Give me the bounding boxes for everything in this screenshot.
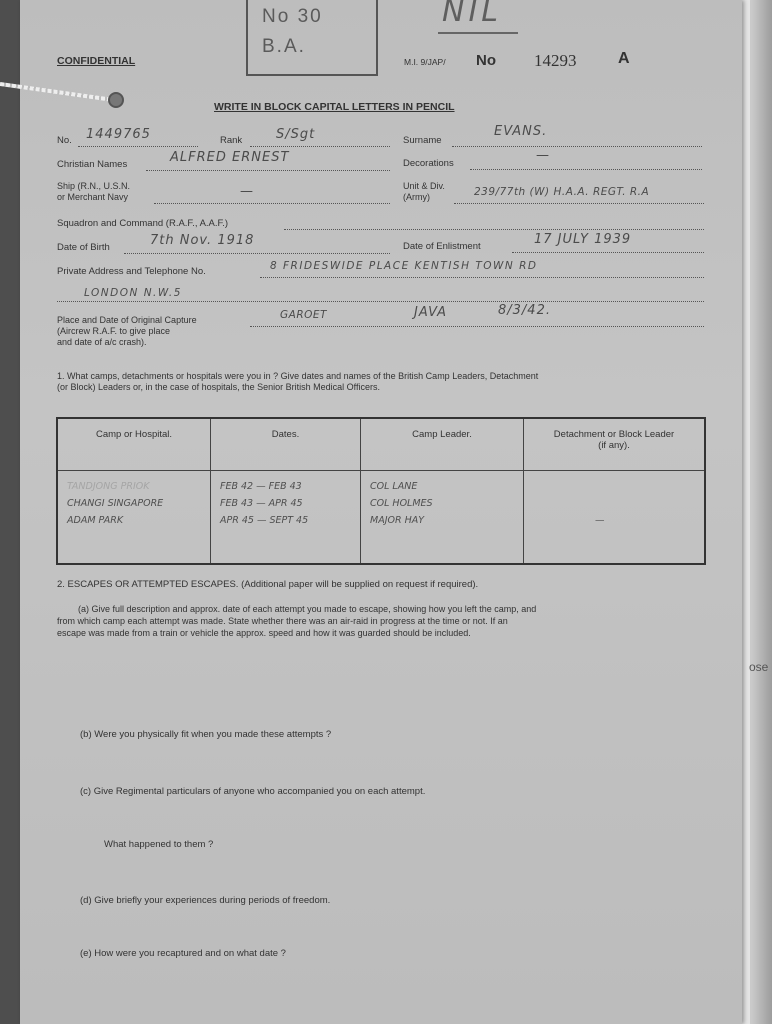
camp-row-1: TANDJONG PRIOK <box>67 481 150 492</box>
edge-text: ose <box>749 660 769 674</box>
detachment-value: — <box>595 515 605 526</box>
camps-table <box>56 417 706 565</box>
rank-value: S/Sgt <box>276 127 316 142</box>
capture-place: GAROET <box>280 309 327 321</box>
rank-line <box>250 146 390 147</box>
stamp-line-2: B.A. <box>262 36 306 57</box>
leader-list <box>362 472 522 529</box>
christian-names-label: Christian Names <box>57 159 128 170</box>
christian-names-line <box>146 170 390 171</box>
surname-line <box>452 146 702 147</box>
dates-row-1: FEB 42 — FEB 43 <box>220 481 302 492</box>
dob-label: Date of Birth <box>57 242 110 253</box>
enlistment-line <box>512 252 704 253</box>
surname-label: Surname <box>403 135 442 146</box>
unit-label-2: (Army) <box>403 192 430 202</box>
header-camp: Camp or Hospital. <box>57 418 211 471</box>
nil-annotation: NIL <box>442 0 503 29</box>
header-detachment: Detachment or Block Leader (if any). <box>524 418 706 471</box>
q2-c-followup: What happened to them ? <box>104 839 214 850</box>
header-camp-leader: Camp Leader. <box>361 418 524 471</box>
ship-label-2: or Merchant Navy <box>57 192 129 202</box>
decorations-label: Decorations <box>403 158 454 169</box>
camp-row-2: CHANGI SINGAPORE <box>67 498 164 509</box>
ship-line <box>154 203 390 204</box>
q1-text-line2: (or Block) Leaders or, in the case of hospitals, the Senior British Medical Officers. <box>57 382 380 392</box>
number-line <box>78 146 198 147</box>
capture-line <box>250 326 704 327</box>
dob-line <box>124 253 390 254</box>
q2-d: (d) Give briefly your experiences during periods of freedom. <box>80 895 331 906</box>
document-number: 14293 <box>534 51 577 70</box>
dates-row-2: FEB 43 — APR 45 <box>220 498 303 509</box>
no-label: No <box>476 52 496 69</box>
q2-title: 2. ESCAPES OR ATTEMPTED ESCAPES. (Additional paper will be supplied on request if required). <box>57 579 479 590</box>
document-suffix: A <box>618 50 630 67</box>
squadron-line <box>284 229 704 230</box>
q2-c: (c) Give Regimental particulars of anyone who accompanied you on each attempt. <box>80 786 426 797</box>
capture-label-3: and date of a/c crash). <box>57 337 147 347</box>
camp-column <box>57 471 211 565</box>
q2-b: (b) Were you physically fit when you made these attempts ? <box>80 729 332 740</box>
number-value: 1449765 <box>86 127 151 142</box>
q2-a-line3: escape was made from a train or vehicle the approx. speed and how it was guarded should be included. <box>57 628 471 638</box>
document-page <box>20 0 742 1024</box>
leader-row-2: COL HOLMES <box>370 498 433 509</box>
stamp <box>246 0 378 76</box>
q2-a-line1: (a) Give full description and approx. date of each attempt you made to escape, showing how you left the camp, and <box>78 604 537 614</box>
squadron-label: Squadron and Command (R.A.F., A.A.F.) <box>57 218 229 229</box>
dates-row-3: APR 45 — SEPT 45 <box>220 515 309 526</box>
address-line-1 <box>260 277 704 278</box>
q2-a-line2: from which camp each attempt was made. State whether there was an air-raid in progress at the time or not. If an <box>57 616 508 626</box>
address-value-line1: 8 FRIDESWIDE PLACE KENTISH TOWN RD <box>270 260 538 272</box>
dates-list <box>212 472 359 529</box>
address-label: Private Address and Telephone No. <box>57 266 206 277</box>
unit-label-1: Unit & Div. <box>403 181 445 191</box>
capture-label-2: (Aircrew R.A.F. to give place <box>57 326 171 336</box>
camp-row-3: ADAM PARK <box>67 515 124 526</box>
leader-row-1: COL LANE <box>370 481 418 492</box>
stamp-line-1: No 30 <box>262 6 323 27</box>
ship-label-1: Ship (R.N., U.S.N. <box>57 181 131 191</box>
enlistment-value: 17 JULY 1939 <box>534 232 632 247</box>
leader-column <box>361 471 524 565</box>
instruction-heading: WRITE IN BLOCK CAPITAL LETTERS IN PENCIL <box>214 101 455 113</box>
nil-underline <box>438 32 518 34</box>
decorations-line <box>470 169 702 170</box>
tag-string <box>0 82 111 102</box>
punch-hole <box>108 92 124 108</box>
address-value-line2: LONDON N.W.5 <box>84 287 182 299</box>
ref-label: M.I. 9/JAP/ <box>404 57 446 67</box>
enlistment-label: Date of Enlistment <box>403 241 481 252</box>
detachment-column <box>524 471 706 565</box>
header-dates: Dates. <box>211 418 361 471</box>
camp-list <box>59 472 209 529</box>
dates-column <box>211 471 361 565</box>
rank-label: Rank <box>220 135 243 146</box>
unit-value: 239/77th (W) H.A.A. REGT. R.A <box>474 186 650 198</box>
address-line-2 <box>57 301 704 302</box>
ship-value: — <box>240 184 254 199</box>
number-label: No. <box>57 135 72 146</box>
q1-text-line1: 1. What camps, detachments or hospitals were you in ? Give dates and names of the British Camp Leaders, Detachment <box>57 371 539 381</box>
capture-date: 8/3/42. <box>498 303 551 318</box>
unit-line <box>454 203 704 204</box>
capture-label-1: Place and Date of Original Capture <box>57 315 197 325</box>
q2-e: (e) How were you recaptured and on what date ? <box>80 948 286 959</box>
christian-names-value: ALFRED ERNEST <box>170 150 290 165</box>
decorations-value: — <box>536 148 550 163</box>
leader-row-3: MAJOR HAY <box>370 515 425 526</box>
surname-value: EVANS. <box>494 124 548 139</box>
capture-country: JAVA <box>414 305 447 320</box>
dob-value: 7th Nov. 1918 <box>150 233 255 248</box>
confidential-label: CONFIDENTIAL <box>57 55 136 67</box>
